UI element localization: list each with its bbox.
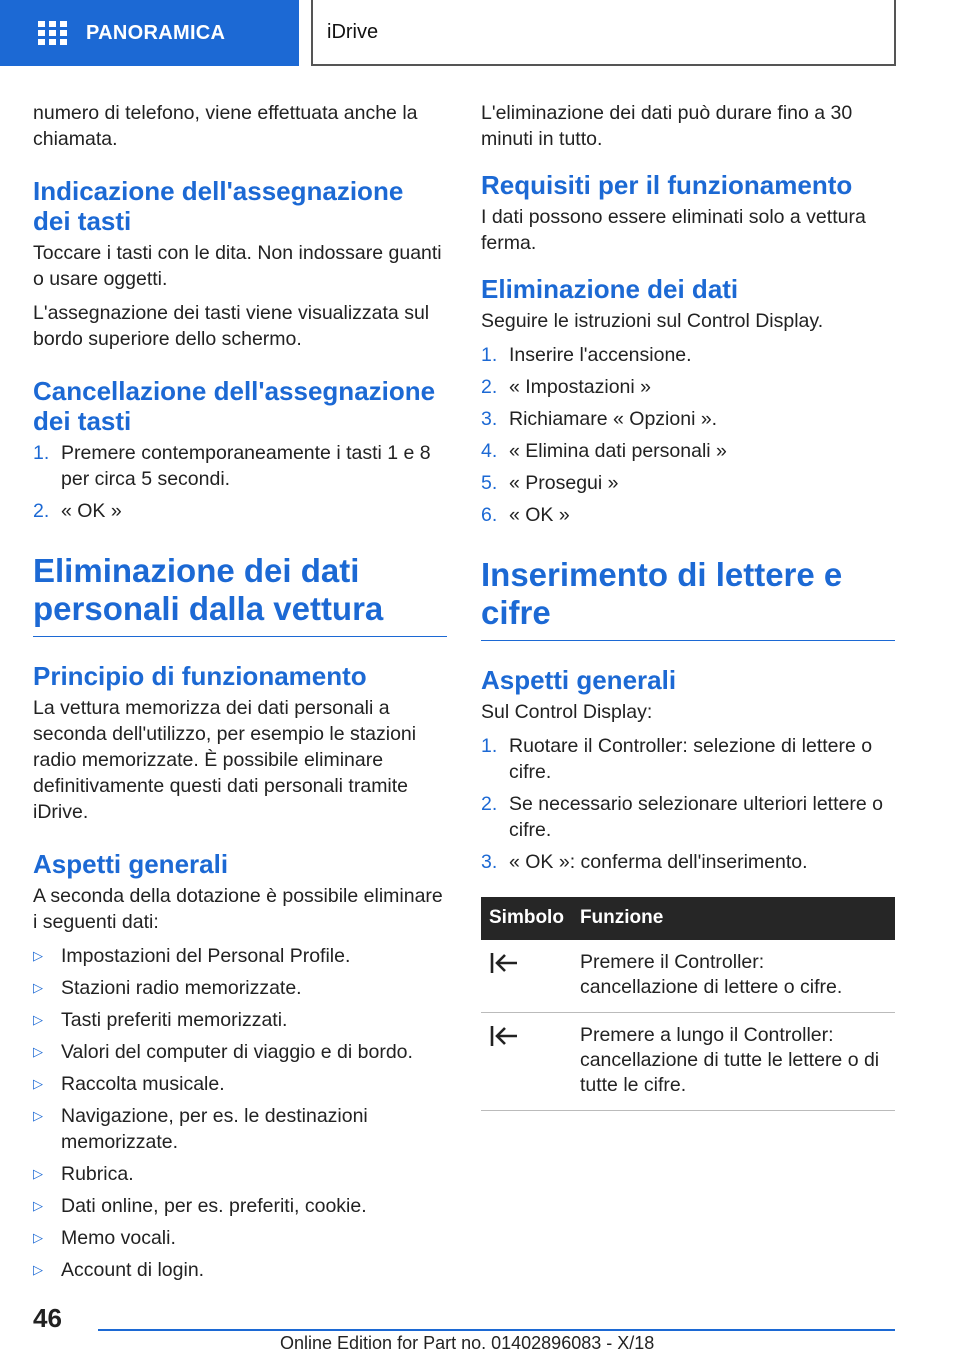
- delete-all-icon: [489, 1024, 519, 1048]
- bullet-triangle-icon: ▷: [33, 1076, 43, 1091]
- list-item: 1. Premere contemporaneamente i tasti 1 e 8 per circa 5 secondi.: [33, 442, 431, 490]
- heading-general-left: Aspetti generali: [33, 849, 229, 879]
- list-item: 1. Inserire l'accensione.: [481, 344, 692, 366]
- table-cell-function: Premere a lungo il Controller: cancellazione di tutte le lettere o di tutte le cifre.: [572, 1013, 895, 1111]
- paragraph-key-assignment-1: Toccare i tasti con le dita. Non indossare guanti o usare oggetti.: [33, 242, 442, 290]
- delete-char-icon: [489, 951, 519, 975]
- right-column: [481, 100, 895, 1111]
- table-header-row: [481, 897, 895, 940]
- list-item: 5. « Prosegui »: [481, 472, 619, 494]
- bullet-triangle-icon: ▷: [33, 1012, 43, 1027]
- paragraph-delete-data: Seguire le istruzioni sul Control Display.: [481, 310, 824, 332]
- bullet-triangle-icon: ▷: [33, 1166, 43, 1181]
- bullet-triangle-icon: ▷: [33, 1262, 43, 1277]
- list-item: ▷ Raccolta musicale.: [33, 1073, 225, 1095]
- overview-button[interactable]: [0, 0, 299, 66]
- list-item: 1. Ruotare il Controller: selezione di lettere o cifre.: [481, 735, 873, 783]
- list-item: 4. « Elimina dati personali »: [481, 440, 727, 462]
- bullet-triangle-icon: ▷: [33, 1230, 43, 1245]
- list-item: ▷ Dati online, per es. preferiti, cookie.: [33, 1195, 367, 1217]
- table-row: [481, 940, 895, 1013]
- page-header: [0, 0, 960, 66]
- left-column: [33, 100, 447, 1289]
- heading-principle: Principio di funzionamento: [33, 661, 367, 691]
- bullet-triangle-icon: ▷: [33, 1044, 43, 1059]
- overview-label: PANORAMICA: [86, 21, 226, 44]
- list-item: ▷ Impostazioni del Personal Profile.: [33, 945, 351, 967]
- heading-delete-data: Eliminazione dei dati: [481, 274, 739, 304]
- column-header-symbol: Simbolo: [481, 897, 572, 940]
- list-item: 3. « OK »: conferma dell'inserimento.: [481, 851, 808, 873]
- column-header-function: Funzione: [572, 897, 895, 940]
- list-item: 6. « OK »: [481, 504, 570, 526]
- list-item: ▷ Rubrica.: [33, 1163, 134, 1185]
- list-item: 2. « Impostazioni »: [481, 376, 651, 398]
- paragraph-general-left: A seconda della dotazione è possibile eliminare i seguenti dati:: [33, 885, 443, 933]
- heading-requirements: Requisiti per il funzionamento: [481, 170, 853, 200]
- list-item: ▷ Valori del computer di viaggio e di bordo.: [33, 1041, 413, 1063]
- intro-paragraph: numero di telefono, viene effettuata anche la chiamata.: [33, 102, 418, 150]
- heading-key-assignment: Indicazione dell'assegnazione dei tasti: [33, 176, 404, 236]
- data-types-list: [33, 943, 447, 1283]
- edition-text: Online Edition for Part no. 01402896083 - X/18: [280, 1333, 655, 1353]
- list-item: ▷ Account di login.: [33, 1259, 205, 1281]
- heading-general-right: Aspetti generali: [481, 665, 677, 695]
- bullet-triangle-icon: ▷: [33, 1108, 43, 1123]
- paragraph-requirements: I dati possono essere eliminati solo a vettura ferma.: [481, 206, 866, 254]
- cancel-steps-list: [33, 440, 447, 524]
- breadcrumb-label: iDrive: [327, 20, 379, 43]
- footer-divider: [98, 1329, 895, 1331]
- heading-delete-personal-data: Eliminazione dei dati personali dalla vettura: [33, 552, 447, 637]
- bullet-triangle-icon: ▷: [33, 948, 43, 963]
- input-steps-list: [481, 733, 895, 875]
- list-item: 2. « OK »: [33, 500, 122, 522]
- paragraph-general-right: Sul Control Display:: [481, 701, 653, 723]
- list-item: ▷ Memo vocali.: [33, 1227, 176, 1249]
- symbol-table: [481, 897, 895, 1111]
- list-item: ▷ Stazioni radio memorizzate.: [33, 977, 302, 999]
- list-item: ▷ Tasti preferiti memorizzati.: [33, 1009, 288, 1031]
- intro-paragraph-right: L'eliminazione dei dati può durare fino a 30 minuti in tutto.: [481, 102, 853, 150]
- table-row: [481, 1013, 895, 1111]
- list-item: 3. Richiamare « Opzioni ».: [481, 408, 718, 430]
- heading-input-letters: Inserimento di lettere e cifre: [481, 556, 895, 641]
- table-cell-function: Premere il Controller: cancellazione di lettere o cifre.: [572, 940, 895, 1013]
- list-item: ▷ Navigazione, per es. le destinazioni memorizzate.: [33, 1105, 368, 1153]
- paragraph-principle: La vettura memorizza dei dati personali a seconda dell'utilizzo, per esempio le stazioni radio memorizzate. È possibile eliminare definitivamente questi dati personali tramite iDrive.: [33, 697, 417, 823]
- bullet-triangle-icon: ▷: [33, 980, 43, 995]
- page-number: 46: [33, 1303, 62, 1333]
- grid-icon: [38, 21, 66, 45]
- breadcrumb[interactable]: [311, 0, 896, 66]
- list-item: 2. Se necessario selezionare ulteriori lettere o cifre.: [481, 793, 883, 841]
- paragraph-key-assignment-2: L'assegnazione dei tasti viene visualizzata sul bordo superiore dello schermo.: [33, 302, 430, 350]
- bullet-triangle-icon: ▷: [33, 1198, 43, 1213]
- heading-cancel-assignment: Cancellazione dell'assegnazione dei tasti: [33, 376, 436, 436]
- delete-steps-list: [481, 342, 895, 528]
